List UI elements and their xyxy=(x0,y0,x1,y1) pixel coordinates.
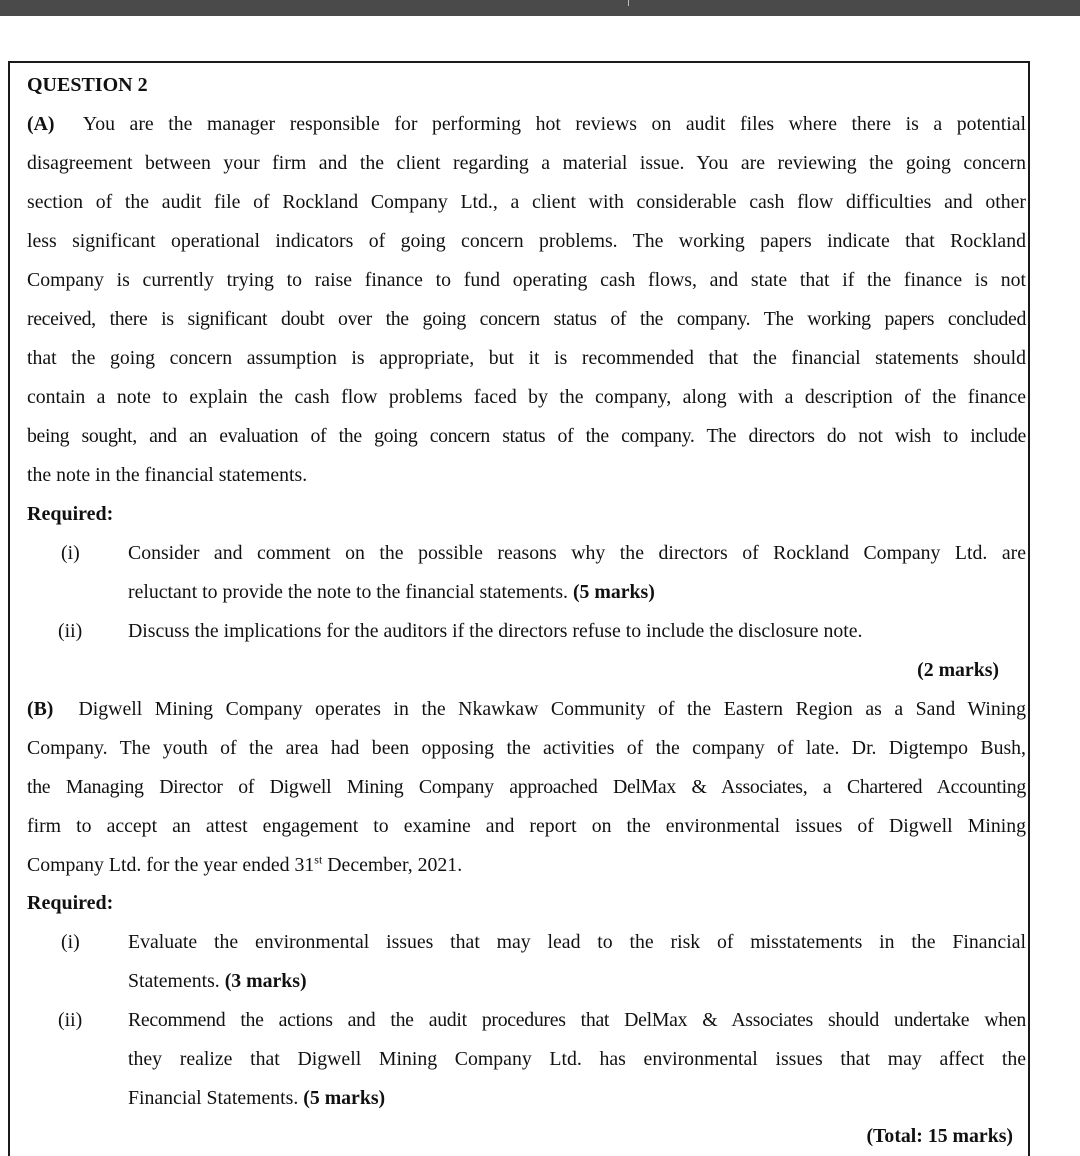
question-title: QUESTION 2 xyxy=(27,74,148,96)
part-b-item-1-line-2: Statements. (3 marks) xyxy=(128,970,307,992)
part-b-line-5: Company Ltd. for the year ended 31st December, 2021. xyxy=(27,852,463,876)
part-b-item-2-line-2: they realize that Digwell Mining Company Ltd. has environmental issues that may affect the xyxy=(128,1048,1026,1070)
part-a-item-1-num: (i) xyxy=(61,542,80,564)
part-b-label: (B) xyxy=(27,698,54,720)
part-b-item-2-marks: (5 marks) xyxy=(303,1087,386,1109)
part-a-item-2-marks: (2 marks) xyxy=(917,659,999,681)
part-a-line-3: section of the audit file of Rockland Company Ltd., a client with considerable cash flow difficulties and other xyxy=(27,191,1026,213)
part-a-line-5: Company is currently trying to raise finance to fund operating cash flows, and state that if the finance is not xyxy=(27,269,1026,291)
part-a-item-2-line-1: Discuss the implications for the auditors if the directors refuse to include the disclosure note. xyxy=(128,620,863,642)
part-a-line-6: received, there is significant doubt over the going concern status of the company. The working papers concluded xyxy=(27,308,1026,330)
total-marks: (Total: 15 marks) xyxy=(866,1125,1013,1147)
part-a-item-2-num: (ii) xyxy=(58,620,83,642)
part-b-item-2-num: (ii) xyxy=(58,1009,83,1031)
top-bar xyxy=(0,0,1080,16)
part-b-line-2: Company. The youth of the area had been opposing the activities of the company of late. Dr. Digtempo Bush, xyxy=(27,737,1026,759)
part-a-line-4: less significant operational indicators of going concern problems. The working papers indicate that Rockland xyxy=(27,230,1026,252)
part-b-line-1: (B) Digwell Mining Company operates in the Nkawkaw Community of the Eastern Region as a Sand Wining xyxy=(27,698,1026,720)
part-a-line-1: (A) You are the manager responsible for performing hot reviews on audit files where there is a potential xyxy=(27,113,1027,135)
part-b-item-1-num: (i) xyxy=(61,931,80,953)
part-a-line-10: the note in the financial statements. xyxy=(27,464,308,486)
part-b-item-2-line-3: Financial Statements. (5 marks) xyxy=(128,1087,386,1109)
part-a-label: (A) xyxy=(27,113,55,135)
top-bar-tick xyxy=(628,0,629,6)
part-a-line-2: disagreement between your firm and the client regarding a material issue. You are reviewing the going concern xyxy=(27,152,1026,174)
part-b-item-1-line-1: Evaluate the environmental issues that may lead to the risk of misstatements in the Financial xyxy=(128,931,1026,953)
part-b-item-1-marks: (3 marks) xyxy=(224,970,307,992)
part-b-line-4: firm to accept an attest engagement to examine and report on the environmental issues of Digwell Mining xyxy=(27,815,1026,837)
part-a-line-9: being sought, and an evaluation of the going concern status of the company. The directors do not wish to include xyxy=(27,425,1026,447)
part-a-required-label: Required: xyxy=(27,503,114,525)
part-a-line-7: that the going concern assumption is appropriate, but it is recommended that the financial statements should xyxy=(27,347,1026,369)
part-a-item-1-line-1: Consider and comment on the possible reasons why the directors of Rockland Company Ltd. are xyxy=(128,542,1026,564)
part-b-item-2-line-1: Recommend the actions and the audit procedures that DelMax & Associates should undertake when xyxy=(128,1009,1026,1031)
part-b-required-label: Required: xyxy=(27,892,114,914)
part-a-item-1-marks: (5 marks) xyxy=(572,581,655,603)
part-a-line-8: contain a note to explain the cash flow problems faced by the company, along with a description of the finance xyxy=(27,386,1026,408)
part-a-item-1-line-2: reluctant to provide the note to the financial statements. (5 marks) xyxy=(128,581,655,603)
part-b-line-3: the Managing Director of Digwell Mining Company approached DelMax & Associates, a Chartered Accounting xyxy=(27,776,1026,798)
